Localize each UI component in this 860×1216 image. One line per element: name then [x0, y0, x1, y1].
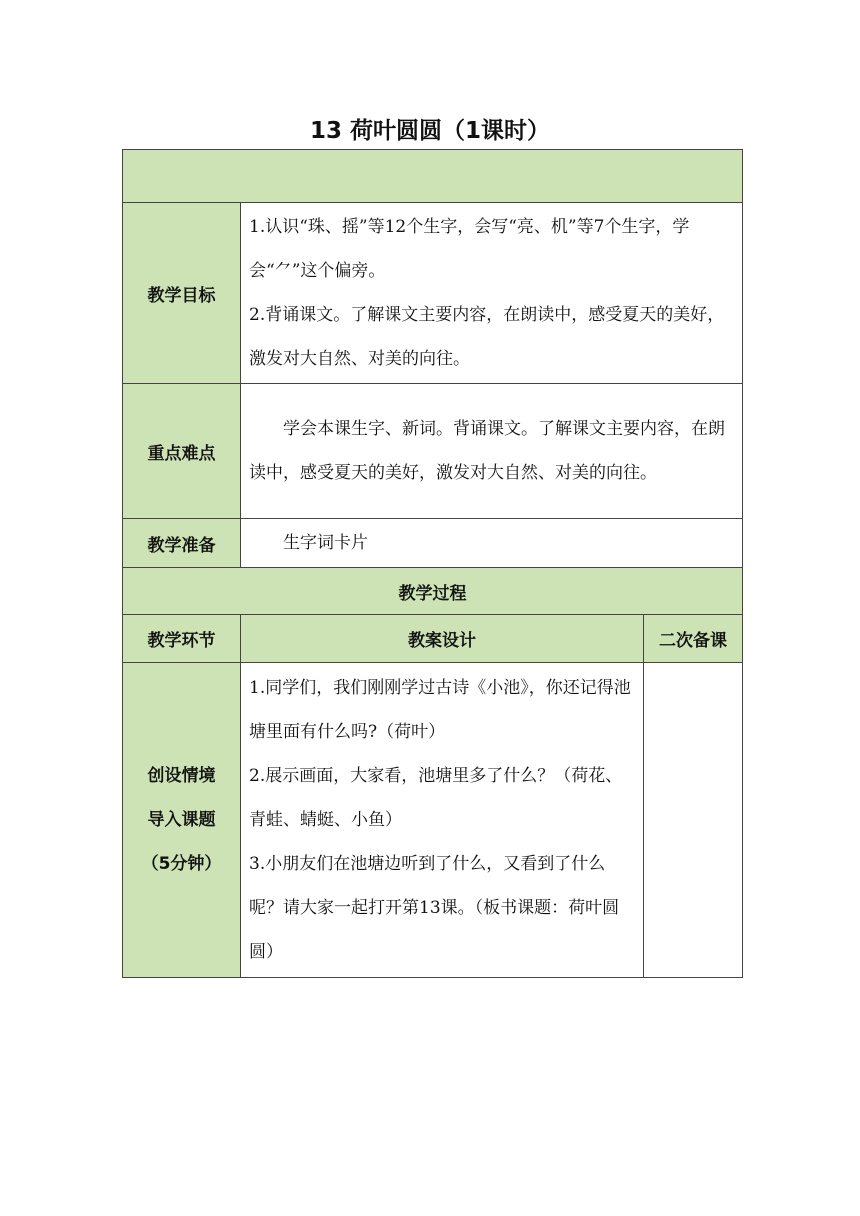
- design-item: 3.小朋友们在池塘边听到了什么，又看到了什么呢？请大家一起打开第13课。（板书课题：荷叶圆圆）: [249, 854, 620, 962]
- stage-label: [123, 663, 241, 978]
- stage-label-line: 创设情境: [147, 766, 216, 786]
- stage-revision-cell: [644, 663, 743, 978]
- objectives-row: [123, 203, 743, 384]
- header-blank-cell: [123, 150, 743, 203]
- preparation-content: [241, 519, 743, 568]
- objectives-content: [241, 203, 743, 384]
- stage-design-content: [241, 663, 644, 978]
- column-header-revision: 二次备课: [644, 615, 743, 663]
- objective-item: 1.认识“珠、摇”等12个生字，会写“亮、机”等7个生字，学会“⺈”这个偏旁。: [249, 217, 690, 281]
- stage-label-line: （5分钟）: [141, 854, 222, 874]
- process-row: [123, 568, 743, 615]
- preparation-label: 教学准备: [123, 519, 241, 568]
- key-points-content: [241, 384, 743, 519]
- preparation-row: [123, 519, 743, 568]
- column-header-row: [123, 615, 743, 663]
- key-points-label: 重点难点: [123, 384, 241, 519]
- stage-row: [123, 663, 743, 978]
- key-points-row: [123, 384, 743, 519]
- design-item: 1.同学们，我们刚刚学过古诗《小池》，你还记得池塘里面有什么吗?（荷叶）: [249, 678, 631, 742]
- lesson-plan-table: [122, 149, 743, 978]
- objectives-label: 教学目标: [123, 203, 241, 384]
- key-points-text: 学会本课生字、新词。背诵课文。了解课文主要内容，在朗读中，感受夏天的美好，激发对大自然、对美的向往。: [249, 419, 725, 483]
- column-header-stage: 教学环节: [123, 615, 241, 663]
- document-title: 13 荷叶圆圆（1课时）: [309, 118, 551, 144]
- table-header-row: [123, 150, 743, 203]
- preparation-text: 生字词卡片: [283, 533, 368, 553]
- design-item: 2.展示画面，大家看，池塘里多了什么？（荷花、青蛙、蜻蜓、小鱼）: [249, 766, 623, 830]
- column-header-design: 教案设计: [241, 615, 644, 663]
- objective-item: 2.背诵课文。了解课文主要内容，在朗读中，感受夏天的美好，激发对大自然、对美的向往。: [249, 305, 725, 369]
- process-label: 教学过程: [123, 568, 743, 615]
- stage-label-line: 导入课题: [147, 810, 216, 830]
